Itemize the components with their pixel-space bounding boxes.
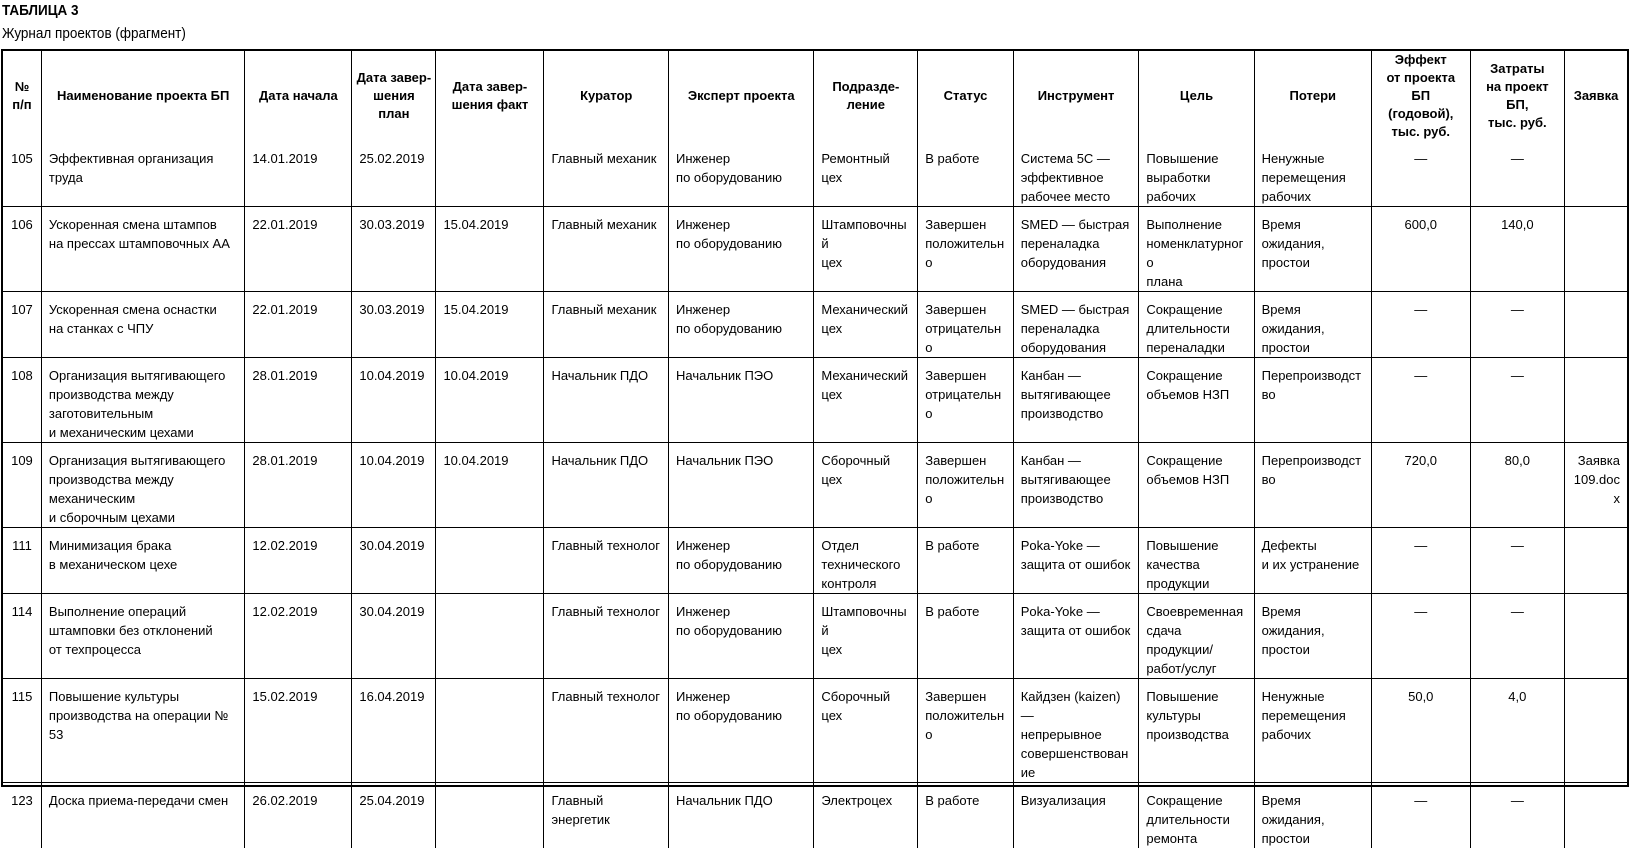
cell-fact-date: 15.04.2019 <box>436 207 544 292</box>
cell-department: Штамповочный цех <box>814 594 918 679</box>
table-row <box>3 292 1627 358</box>
cell-name: Минимизация брака в механическом цехе <box>41 528 245 594</box>
header-department: Подразде- ление <box>814 51 918 141</box>
cell-goal: Повышение качества продукции <box>1139 528 1254 594</box>
cell-expert: Начальник ПЭО <box>669 443 814 528</box>
cell-effect: — <box>1371 292 1470 358</box>
cell-curator: Начальник ПДО <box>544 443 669 528</box>
table-row <box>3 528 1627 594</box>
cell-losses: Время ожидания, простои <box>1254 594 1371 679</box>
cell-fact-date <box>436 594 544 679</box>
cell-goal: Сокращение длительности переналадки <box>1139 292 1254 358</box>
cell-request <box>1565 358 1627 443</box>
cell-goal: Повышение выработки рабочих <box>1139 141 1254 207</box>
cell-request <box>1565 141 1627 207</box>
header-curator: Куратор <box>544 51 669 141</box>
cell-status: Завершен положительно <box>918 443 1014 528</box>
cell-expert: Инженер по оборудованию <box>669 594 814 679</box>
cell-num: 108 <box>3 358 41 443</box>
cell-num: 115 <box>3 679 41 783</box>
cell-losses: Время ожидания, простои <box>1254 207 1371 292</box>
header-request: Заявка <box>1565 51 1627 141</box>
header-row <box>3 51 1627 141</box>
cell-tool: Канбан — вытягивающее производство <box>1013 358 1139 443</box>
table-body <box>3 141 1627 848</box>
cell-num: 109 <box>3 443 41 528</box>
cell-curator: Главный механик <box>544 207 669 292</box>
cell-fact-date: 10.04.2019 <box>436 358 544 443</box>
cell-num: 105 <box>3 141 41 207</box>
cell-effect: — <box>1371 594 1470 679</box>
cell-department: Сборочный цех <box>814 679 918 783</box>
cell-start-date: 14.01.2019 <box>245 141 352 207</box>
cell-losses: Ненужные перемещения рабочих <box>1254 679 1371 783</box>
cell-cost: — <box>1470 358 1564 443</box>
header-start-date: Дата начала <box>245 51 352 141</box>
cell-cost: — <box>1470 594 1564 679</box>
cell-request <box>1565 292 1627 358</box>
cell-status: В работе <box>918 141 1014 207</box>
cell-num: 111 <box>3 528 41 594</box>
header-cost: Затраты на проект БП, тыс. руб. <box>1470 51 1564 141</box>
cell-status: Завершен положительно <box>918 679 1014 783</box>
cell-start-date: 15.02.2019 <box>245 679 352 783</box>
cell-request: Заявка 109.docx <box>1565 443 1627 528</box>
cell-start-date: 26.02.2019 <box>245 783 352 848</box>
cell-name: Выполнение операций штамповки без отклонений от техпроцесса <box>41 594 245 679</box>
cell-cost: — <box>1470 141 1564 207</box>
cell-cost: 80,0 <box>1470 443 1564 528</box>
cell-name: Ускоренная смена штампов на прессах штамповочных АА <box>41 207 245 292</box>
cell-fact-date <box>436 141 544 207</box>
cell-curator: Начальник ПДО <box>544 358 669 443</box>
table-header <box>3 51 1627 141</box>
cell-losses: Дефекты и их устранение <box>1254 528 1371 594</box>
cell-department: Сборочный цех <box>814 443 918 528</box>
cell-fact-date <box>436 783 544 848</box>
cell-expert: Инженер по оборудованию <box>669 141 814 207</box>
cell-department: Ремонтный цех <box>814 141 918 207</box>
table-number: ТАБЛИЦА 3 <box>2 2 79 19</box>
cell-goal: Своевременная сдача продукции/ работ/услуг <box>1139 594 1254 679</box>
cell-plan-date: 30.04.2019 <box>352 528 436 594</box>
cell-curator: Главный механик <box>544 141 669 207</box>
cell-fact-date: 15.04.2019 <box>436 292 544 358</box>
cell-tool: Визуализация <box>1013 783 1139 848</box>
cell-goal: Сокращение объемов НЗП <box>1139 443 1254 528</box>
cell-effect: 600,0 <box>1371 207 1470 292</box>
cell-effect: 720,0 <box>1371 443 1470 528</box>
cell-department: Отдел технического контроля <box>814 528 918 594</box>
cell-status: В работе <box>918 783 1014 848</box>
cell-cost: 140,0 <box>1470 207 1564 292</box>
cell-tool: Poka-Yoke — защита от ошибок <box>1013 594 1139 679</box>
table-row <box>3 141 1627 207</box>
cell-plan-date: 10.04.2019 <box>352 443 436 528</box>
cell-request <box>1565 783 1627 848</box>
table-row <box>3 679 1627 783</box>
cell-num: 114 <box>3 594 41 679</box>
header-tool: Инструмент <box>1013 51 1139 141</box>
cell-num: 123 <box>3 783 41 848</box>
cell-start-date: 22.01.2019 <box>245 207 352 292</box>
cell-plan-date: 25.04.2019 <box>352 783 436 848</box>
cell-cost: — <box>1470 292 1564 358</box>
cell-request <box>1565 594 1627 679</box>
cell-status: Завершен отрицательно <box>918 292 1014 358</box>
cell-start-date: 12.02.2019 <box>245 594 352 679</box>
cell-num: 106 <box>3 207 41 292</box>
header-goal: Цель <box>1139 51 1254 141</box>
cell-name: Организация вытягивающего производства между механическим и сборочным цехами <box>41 443 245 528</box>
cell-cost: 4,0 <box>1470 679 1564 783</box>
cell-start-date: 22.01.2019 <box>245 292 352 358</box>
cell-expert: Инженер по оборудованию <box>669 679 814 783</box>
cell-effect: — <box>1371 783 1470 848</box>
cell-expert: Инженер по оборудованию <box>669 292 814 358</box>
cell-name: Эффективная организация труда <box>41 141 245 207</box>
cell-plan-date: 25.02.2019 <box>352 141 436 207</box>
cell-cost: — <box>1470 783 1564 848</box>
cell-effect: 50,0 <box>1371 679 1470 783</box>
table-row <box>3 358 1627 443</box>
cell-status: Завершен положительно <box>918 207 1014 292</box>
project-log-table-frame <box>1 49 1629 787</box>
cell-tool: Кайдзен (kaizen) — непрерывное совершенствование <box>1013 679 1139 783</box>
cell-curator: Главный энергетик <box>544 783 669 848</box>
cell-expert: Инженер по оборудованию <box>669 528 814 594</box>
project-log-table <box>3 51 1627 848</box>
header-name: Наименование проекта БП <box>41 51 245 141</box>
cell-goal: Сокращение длительности ремонта <box>1139 783 1254 848</box>
cell-expert: Начальник ПЭО <box>669 358 814 443</box>
table-row <box>3 443 1627 528</box>
cell-name: Организация вытягивающего производства между заготовительным и механическим цехами <box>41 358 245 443</box>
cell-goal: Повышение культуры производства <box>1139 679 1254 783</box>
cell-plan-date: 30.03.2019 <box>352 292 436 358</box>
cell-tool: SMED — быстрая переналадка оборудования <box>1013 207 1139 292</box>
cell-name: Ускоренная смена оснастки на станках с ЧПУ <box>41 292 245 358</box>
cell-losses: Время ожидания, простои <box>1254 292 1371 358</box>
header-plan-date: Дата завер- шения план <box>352 51 436 141</box>
cell-losses: Перепроизводство <box>1254 443 1371 528</box>
header-expert: Эксперт проекта <box>669 51 814 141</box>
cell-losses: Время ожидания, простои <box>1254 783 1371 848</box>
cell-cost: — <box>1470 528 1564 594</box>
cell-tool: Канбан — вытягивающее производство <box>1013 443 1139 528</box>
cell-department: Механический цех <box>814 358 918 443</box>
cell-expert: Начальник ПДО <box>669 783 814 848</box>
cell-request <box>1565 528 1627 594</box>
header-status: Статус <box>918 51 1014 141</box>
table-row <box>3 783 1627 848</box>
cell-effect: — <box>1371 141 1470 207</box>
cell-losses: Перепроизводство <box>1254 358 1371 443</box>
cell-fact-date <box>436 528 544 594</box>
cell-status: В работе <box>918 528 1014 594</box>
cell-goal: Сокращение объемов НЗП <box>1139 358 1254 443</box>
header-fact-date: Дата завер- шения факт <box>436 51 544 141</box>
cell-request <box>1565 679 1627 783</box>
cell-start-date: 28.01.2019 <box>245 443 352 528</box>
cell-name: Повышение культуры производства на операции № 53 <box>41 679 245 783</box>
cell-losses: Ненужные перемещения рабочих <box>1254 141 1371 207</box>
header-effect: Эффект от проекта БП (годовой), тыс. руб. <box>1371 51 1470 141</box>
table-row <box>3 594 1627 679</box>
cell-effect: — <box>1371 358 1470 443</box>
cell-plan-date: 16.04.2019 <box>352 679 436 783</box>
cell-plan-date: 10.04.2019 <box>352 358 436 443</box>
cell-department: Электроцех <box>814 783 918 848</box>
cell-department: Механический цех <box>814 292 918 358</box>
cell-goal: Выполнение номенклатурного плана <box>1139 207 1254 292</box>
cell-request <box>1565 207 1627 292</box>
cell-fact-date <box>436 679 544 783</box>
cell-tool: Система 5С — эффективное рабочее место <box>1013 141 1139 207</box>
cell-curator: Главный технолог <box>544 594 669 679</box>
cell-expert: Инженер по оборудованию <box>669 207 814 292</box>
cell-num: 107 <box>3 292 41 358</box>
cell-status: Завершен отрицательно <box>918 358 1014 443</box>
cell-plan-date: 30.04.2019 <box>352 594 436 679</box>
cell-tool: Poka-Yoke — защита от ошибок <box>1013 528 1139 594</box>
header-losses: Потери <box>1254 51 1371 141</box>
cell-start-date: 28.01.2019 <box>245 358 352 443</box>
cell-effect: — <box>1371 528 1470 594</box>
cell-department: Штамповочный цех <box>814 207 918 292</box>
cell-name: Доска приема-передачи смен <box>41 783 245 848</box>
cell-curator: Главный технолог <box>544 528 669 594</box>
cell-tool: SMED — быстрая переналадка оборудования <box>1013 292 1139 358</box>
cell-start-date: 12.02.2019 <box>245 528 352 594</box>
cell-curator: Главный технолог <box>544 679 669 783</box>
header-num: № п/п <box>3 51 41 141</box>
cell-fact-date: 10.04.2019 <box>436 443 544 528</box>
cell-curator: Главный механик <box>544 292 669 358</box>
table-row <box>3 207 1627 292</box>
cell-status: В работе <box>918 594 1014 679</box>
cell-plan-date: 30.03.2019 <box>352 207 436 292</box>
table-title: Журнал проектов (фрагмент) <box>2 25 186 42</box>
